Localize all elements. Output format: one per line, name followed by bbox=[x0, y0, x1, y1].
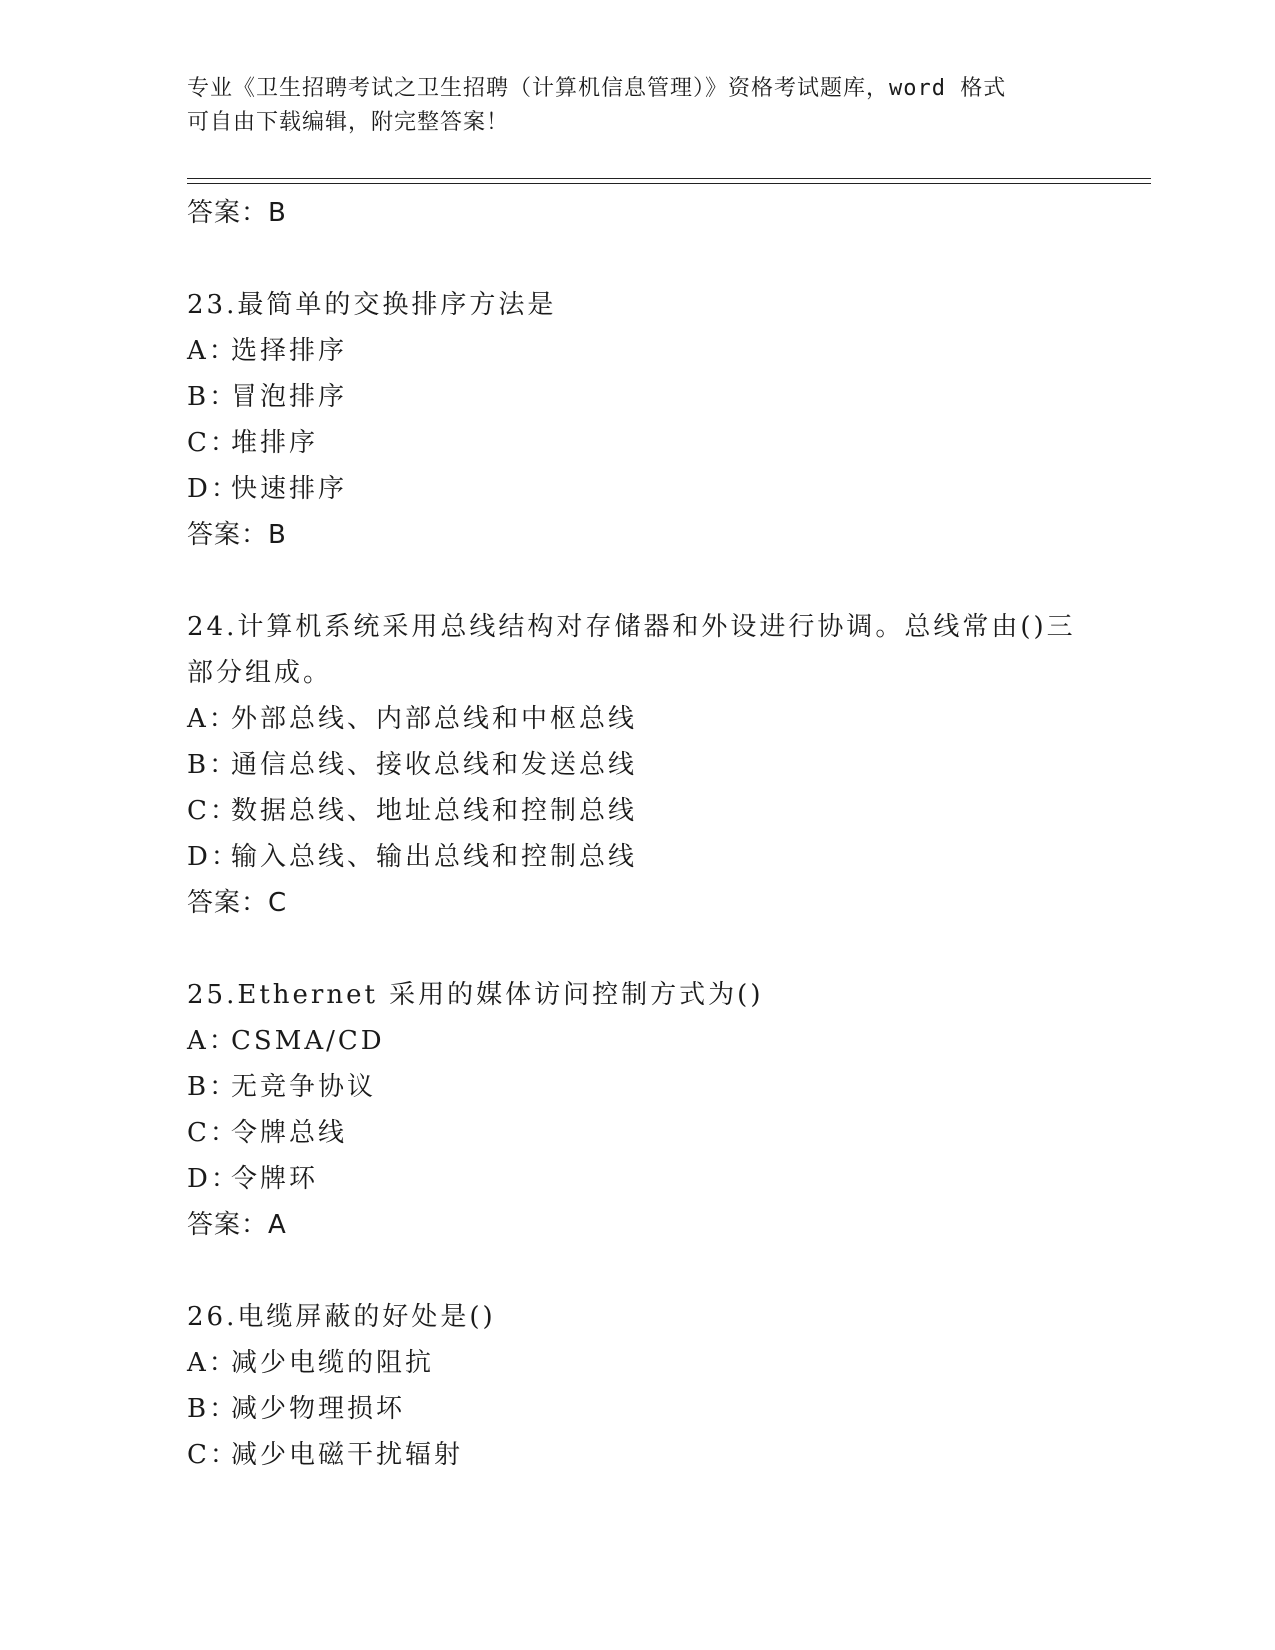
option-key: B： bbox=[187, 1072, 239, 1102]
option-key: A： bbox=[187, 1026, 238, 1056]
question-stem: 25.Ethernet 采用的媒体访问控制方式为() bbox=[187, 980, 764, 1010]
option-key: A： bbox=[187, 704, 238, 734]
option-text: 堆排序 bbox=[231, 428, 319, 458]
header-rule-top bbox=[187, 178, 1151, 179]
question-stem-line: 24.计算机系统采用总线结构对存储器和外设进行协调。总线常由()三 bbox=[187, 612, 1076, 642]
spacer bbox=[187, 236, 1087, 282]
option-b bbox=[187, 374, 1087, 420]
option-text: 令牌总线 bbox=[231, 1118, 348, 1148]
option-text: 输入总线、输出总线和控制总线 bbox=[231, 842, 638, 872]
answer-line: 答案：A bbox=[187, 1210, 287, 1240]
option-key: B： bbox=[187, 1394, 239, 1424]
option-key: B： bbox=[187, 382, 239, 412]
option-text: 数据总线、地址总线和控制总线 bbox=[231, 796, 638, 826]
option-text: 令牌环 bbox=[231, 1164, 319, 1194]
option-key: B： bbox=[187, 750, 239, 780]
option-text: 选择排序 bbox=[231, 336, 348, 366]
option-text: 减少电磁干扰辐射 bbox=[231, 1440, 464, 1470]
answer-line: 答案：B bbox=[187, 520, 287, 550]
document-header bbox=[187, 72, 1067, 140]
option-a bbox=[187, 1018, 1087, 1064]
option-d bbox=[187, 466, 1087, 512]
option-a bbox=[187, 696, 1087, 742]
option-c bbox=[187, 1432, 1087, 1478]
option-key: C： bbox=[187, 796, 239, 826]
option-b bbox=[187, 742, 1087, 788]
option-text: 外部总线、内部总线和中枢总线 bbox=[231, 704, 638, 734]
answer-line: 答案：C bbox=[187, 888, 288, 918]
option-key: C： bbox=[187, 1440, 239, 1470]
header-rule-bottom bbox=[187, 183, 1151, 184]
header-line-2: 可自由下载编辑，附完整答案！ bbox=[187, 110, 510, 135]
question-stem: 26.电缆屏蔽的好处是() bbox=[187, 1302, 496, 1332]
option-key: C： bbox=[187, 1118, 239, 1148]
question-stem: 23.最简单的交换排序方法是 bbox=[187, 290, 557, 320]
option-text: 减少物理损坏 bbox=[231, 1394, 406, 1424]
option-key: D： bbox=[187, 842, 240, 872]
question-stem-line: 部分组成。 bbox=[187, 658, 333, 688]
option-text: 通信总线、接收总线和发送总线 bbox=[231, 750, 638, 780]
option-key: D： bbox=[187, 474, 240, 504]
answer-line: 答案：B bbox=[187, 198, 287, 228]
option-text: 快速排序 bbox=[231, 474, 348, 504]
option-text: 无竞争协议 bbox=[231, 1072, 377, 1102]
option-a bbox=[187, 1340, 1087, 1386]
option-text: 冒泡排序 bbox=[231, 382, 348, 412]
option-c bbox=[187, 420, 1087, 466]
option-text: CSMA/CD bbox=[231, 1026, 385, 1056]
option-b bbox=[187, 1064, 1087, 1110]
option-d bbox=[187, 1156, 1087, 1202]
question-list bbox=[187, 190, 1087, 1478]
option-b bbox=[187, 1386, 1087, 1432]
option-text: 减少电缆的阻抗 bbox=[231, 1348, 435, 1378]
option-c bbox=[187, 1110, 1087, 1156]
spacer bbox=[187, 1248, 1087, 1294]
option-a bbox=[187, 328, 1087, 374]
spacer bbox=[187, 926, 1087, 972]
option-c bbox=[187, 788, 1087, 834]
option-key: A： bbox=[187, 336, 238, 366]
header-line-1: 专业《卫生招聘考试之卫生招聘（计算机信息管理）》资格考试题库，word 格式 bbox=[187, 76, 1007, 101]
spacer bbox=[187, 558, 1087, 604]
option-key: D： bbox=[187, 1164, 240, 1194]
option-d bbox=[187, 834, 1087, 880]
option-key: A： bbox=[187, 1348, 238, 1378]
question-stem bbox=[187, 604, 1087, 696]
option-key: C： bbox=[187, 428, 239, 458]
